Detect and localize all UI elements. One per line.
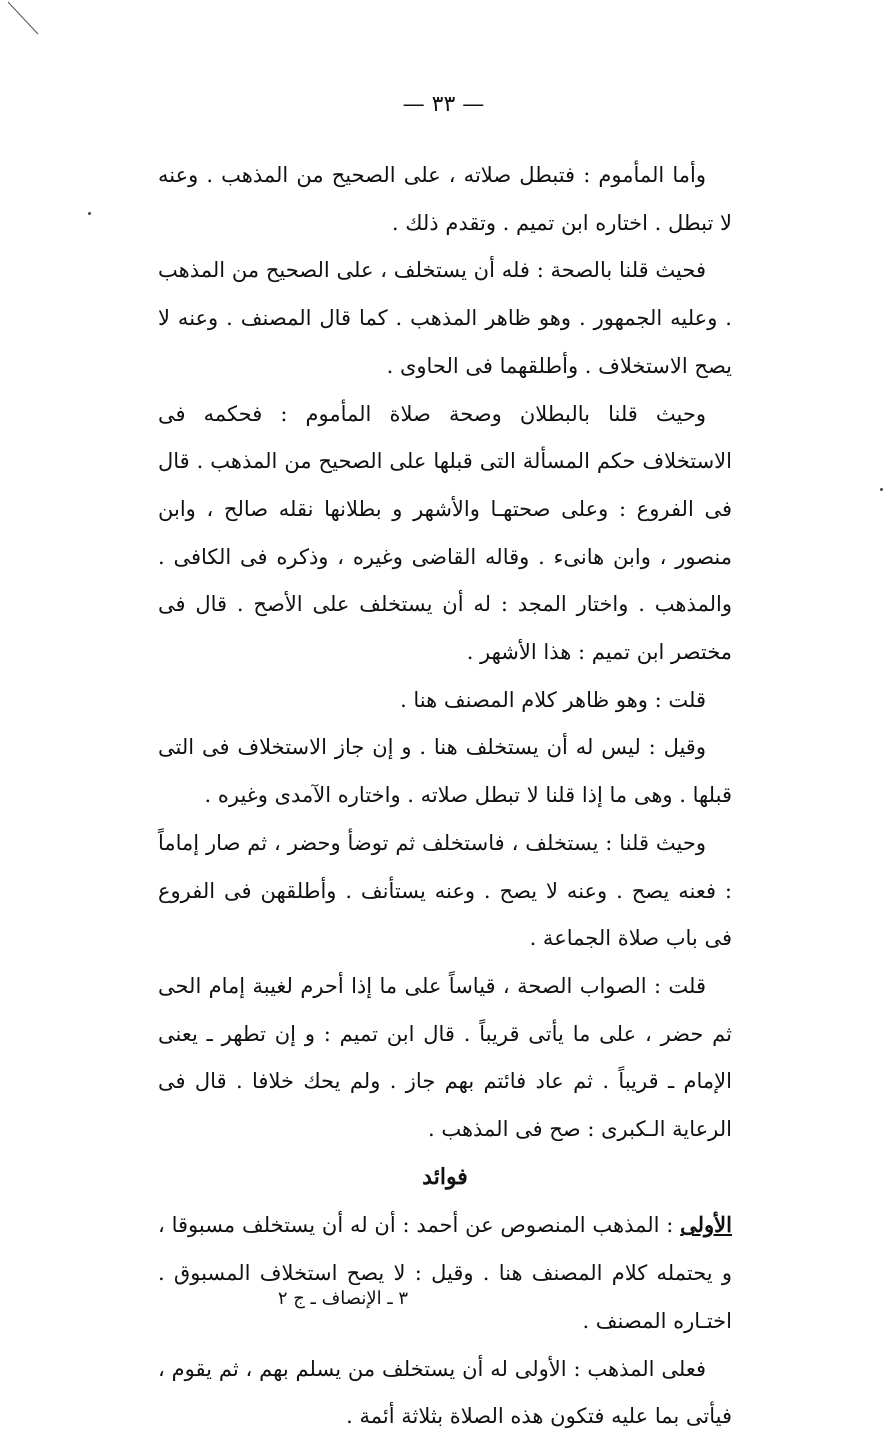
- fawaid-second-paragraph: فعلى المذهب : الأولى له أن يستخلف من يسلم بهم ، ثم يقوم ، فيأتى بما عليه فتكون هذه الصلاة بثلاثة أئمة .: [158, 1356, 732, 1429]
- paragraph: قلت : وهو ظاهر كلام المصنف هنا .: [400, 687, 706, 712]
- page-number: — ٣٣ —: [402, 92, 485, 117]
- scan-speck: [880, 488, 883, 491]
- fawaid-first-rest: : المذهب المنصوص عن أحمد : أن له أن يستخلف مسبوقا ، و يحتمله كلام المصنف هنا . وقيل : لا يصح استخلاف المسبوق . اختـاره المصنف .: [158, 1213, 732, 1333]
- paragraph: فحيث قلنا بالصحة : فله أن يستخلف ، على الصحيح من المذهب . وعليه الجمهور . وهو ظاهر المذهب . كما قال المصنف . وعنه لا يصح الاستخلاف . وأطلقهما فى الحاوى .: [158, 258, 732, 378]
- section-heading: فوائد: [422, 1163, 468, 1190]
- paragraph: وأما المأموم : فتبطل صلاته ، على الصحيح من المذهب . وعنه لا تبطل . اختاره ابن تميم . وتقدم ذلك .: [158, 163, 732, 235]
- footer-signature: ٣ ـ الإنصاف ـ ج ٢: [277, 1288, 408, 1309]
- corner-scan-line: [0, 0, 60, 50]
- fawaid-first-paragraph: [158, 1201, 732, 1345]
- paragraph: قلت : الصواب الصحة ، قياساً على ما إذا أحرم لغيبة إمام الحى ثم حضر ، على ما يأتى قريباً . قال ابن تميم : و إن تطهر ـ يعنى الإمام ـ قريباً . ثم عاد فائتم بهم جاز . ولم يحك خلافا . قال فى الرعاية الـكبرى : صح فى المذهب .: [158, 973, 732, 1142]
- main-text: [158, 152, 732, 1441]
- paragraph: وقيل : ليس له أن يستخلف هنا . و إن جاز الاستخلاف فى التى قبلها . وهى ما إذا قلنا لا تبطل صلاته . واختاره الآمدى وغيره .: [158, 735, 732, 808]
- paragraph: وحيث قلنا بالبطلان وصحة صلاة المأموم : فحكمه فى الاستخلاف حكم المسألة التى قبلها على الصحيح من المذهب . قال فى الفروع : وعلى صحتهـا والأشهر و بطلانها نقله صالح ، وابن منصور ، وابن هانىء . وقاله القاضى وغيره ، وذكره فى الكافى . والمذهب . واختار المجد : له أن يستخلف على الأصح . قال فى مختصر ابن تميم : هذا الأشهر .: [158, 401, 732, 665]
- paragraph: وحيث قلنا : يستخلف ، فاستخلف ثم توضأ وحضر ، ثم صار إماماً : فعنه يصح . وعنه لا يصح . وعنه يستأنف . وأطلقهن فى الفروع فى باب صلاة الجماعة .: [158, 830, 732, 951]
- fawaid-first-word: الأولى: [680, 1212, 732, 1238]
- scan-speck: [88, 212, 91, 215]
